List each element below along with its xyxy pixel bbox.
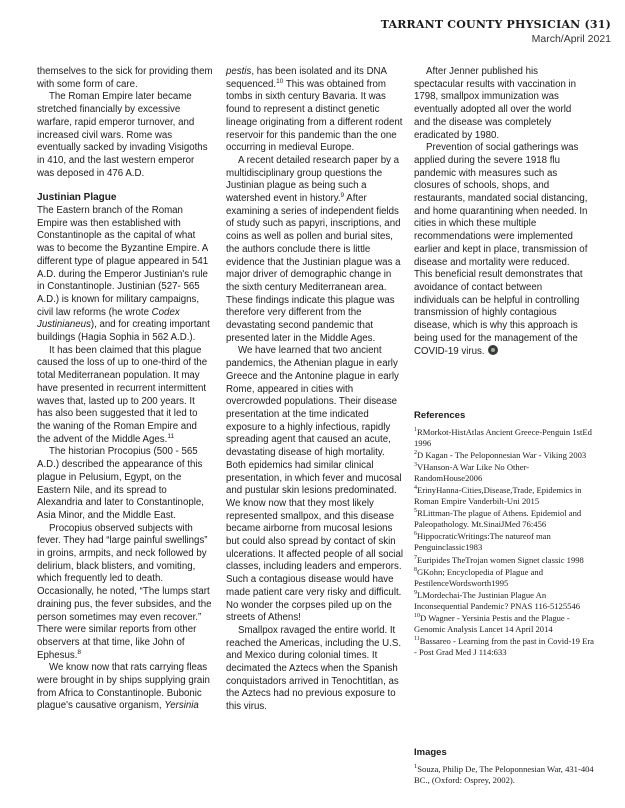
section-heading: Justinian Plague <box>37 192 117 204</box>
paragraph: We have learned that two ancient pandemics, the Athenian plague in early Greece and the Antonine plague in early Rome, appeared in cities with overcrowded populations. Their disease presentation at the time indicated exposure to a highly infectious, rapidly spreading agent that caused an acute, devastating disease of high mortality. Both epidemics had similar clinical presentation, in which fever and mucosal and pustular skin lesions predominated. We know now that they most likely represented smallpox, and this disease became airborne from mucosal lesions but could also spread by contact of skin ulcerations. It affected people of all social classes, including leaders and emperors. Such a contagious disease would have made patient care very risky and difficult. No wonder the corpses piled up on the streets of Athens! <box>226 345 403 624</box>
references-list <box>414 427 594 658</box>
end-of-article-icon <box>488 345 498 355</box>
paragraph: Smallpox ravaged the entire world. It reached the Americas, including the U.S. and Mexico during colonial times. It decimated the Aztecs when the Spanish conquistadors arrived in Tenochtitlan, as the Aztecs had no previous exposure to this virus. <box>226 624 402 713</box>
references-heading: References <box>414 410 466 421</box>
reference-item: $^9$LMordechai-The Justinian Plague An Inconsequential Pandemic? PNAS 116-5125546 <box>414 589 581 611</box>
paragraph: The historian Procopius (500 - 565 A.D.) described the appearance of this plague in Pelusium, Egypt, on the Eastern Nile, and its spread to Alexandria and later to Constantinople, Asia Minor, and the Middle East. <box>37 446 204 521</box>
reference-item: $^6$HippocraticWritings:The natureof man Penguinclassic1983 <box>414 531 551 553</box>
issue-date: March/April 2021 <box>531 33 611 45</box>
column-1 <box>37 66 213 713</box>
column-2 <box>226 66 404 714</box>
paragraph: Prevention of social gatherings was applied during the severe 1918 flu pandemic with measures such as closures of schools, shops, and restaurants, mandated social distancing, and home quarantining when needed. In cities in which these multiple recommendations were implemented earlier and kept in place, transmission of disease and mortality were reduced. This beneficial result demonstrates that avoidance of contact between individuals can be helpful in controlling transmission of highly contagious disease, which is why this approach is being used for the management of the COVID-19 virus. <box>414 142 588 358</box>
reference-item: $^5$RLittman-The plague of Athens. Epidemiol and Paleopathology. Mt.SinaiJMed 76:456 <box>414 508 582 530</box>
footnote-ref: 8 <box>77 648 82 656</box>
reference-item: $^1$RMorkot-HistAtlas Ancient Greece-Penguin 1stEd 1996 <box>414 426 592 448</box>
paragraph: After Jenner published his spectacular results with vaccination in 1798, smallpox immunization was eventually adopted all over the world and the disease was completely eradicated by 1980. <box>414 66 577 141</box>
publication-title: TARRANT COUNTY PHYSICIAN (31) <box>380 18 611 31</box>
column-3 <box>414 66 590 359</box>
paragraph: The Roman Empire later became stretched financially by excessive warfare, rapid emperor turnover, and increased civil wars. Rome was eventually sacked by invading Visigoths in 410, and the last western emperor was deposed in 476 A.D. <box>37 91 208 179</box>
paragraph: The Eastern branch of the Roman Empire was then established with Constantinople as the capital of what was to become the Byzantine Empire. A different type of plague appeared in 541 A.D. during the Emperor Justinian's rule in Constantinople. Justinian (527- 565 A.D.) is known for military campaigns, civil law reforms (he wrote Codex Justinianeus), and for creating important buildings (Hagia Sophia in 562 A.D.). <box>37 205 210 344</box>
image-credit: $^1$Souza, Philip De, The Peloponnesian War, 431-404 BC., (Oxford: Osprey, 2002). <box>414 762 594 785</box>
paragraph: pestis, has been isolated and its DNA sequenced.$^{10}$ This was obtained from tombs in sixth century Bavaria. It was found to represent a distinct genetic lineage originating from a different rodent reservoir for this pandemic than the one occurring in medieval Europe. <box>226 66 403 154</box>
reference-item: $^4$ErinyHanna-Cities,Disease,Trade, Epidemics in Roman Empire Vanderbilt-Uni 2015 <box>414 485 582 507</box>
footnote-ref: 9 <box>340 191 345 199</box>
paragraph: Procopius observed subjects with fever. They had “large painful swellings” in groins, armpits, and neck followed by delirium, black blisters, and vomiting, which frequently led to death. Occasionally, he noted, “The lumps start draining pus, the fever subsides, and the person sometimes may even recover.” There were similar reports from other observers at that time, like John of Ephesus.$^8$ <box>37 522 212 661</box>
reference-item: $^3$VHanson-A War Like No Other-RandomHouse2006 <box>414 462 530 483</box>
paragraph: It has been claimed that this plague caused the loss of up to one-third of the total Mediterranean population. It may have presented in recurrent intermittent waves that, lasted up to 200 years. It has also been suggested that it led to the waning of the Roman Empire and the advent of the Middle Ages.$^{11}$ <box>37 344 208 445</box>
reference-item: $^8$GKohn; Encyclopedia of Plague and PestilenceWordsworth1995 <box>414 566 544 588</box>
reference-item: $^7$Euripides TheTrojan women Signet classic 1998 <box>414 554 584 565</box>
reference-item: $^2$D Kagan - The Peloponnesian War - Viking 2003 <box>414 449 587 460</box>
paragraph: We know now that rats carrying fleas were brought in by ships supplying grain from Africa to Constantinople. Bubonic plague's causative organism, Yersinia <box>37 662 210 712</box>
reference-item: $^{10}$D Wagner - Yersinia Pestis and the Plague - Genomic Analysis Lancet 14 April 2014 <box>414 613 570 634</box>
page-header <box>381 18 611 45</box>
footnote-ref: 10 <box>276 77 284 85</box>
paragraph: themselves to the sick for providing them with some form of care. <box>37 66 213 90</box>
footnote-ref: 11 <box>167 432 175 440</box>
reference-item: $^{11}$Bassareo - Learning from the past in Covid-19 Era - Post Grad Med J 114:633 <box>414 636 594 657</box>
paragraph: A recent detailed research paper by a multidisciplinary group questions the Justinian plague as being such a watershed event in history.$^9$ After examining a series of independent fields of study such as papyri, inscriptions, and coins as well as pollen and burial sites, the authors conclude there is little evidence that the Justinian plague was a major driver of demographic change in the sixth century Mediterranean area. These findings indicate this plague was therefore very different from the devastating second pandemic that presented later in the Middle Ages. <box>226 154 401 344</box>
images-section <box>414 748 594 785</box>
references-section <box>414 411 594 659</box>
images-heading: Images <box>414 747 447 758</box>
